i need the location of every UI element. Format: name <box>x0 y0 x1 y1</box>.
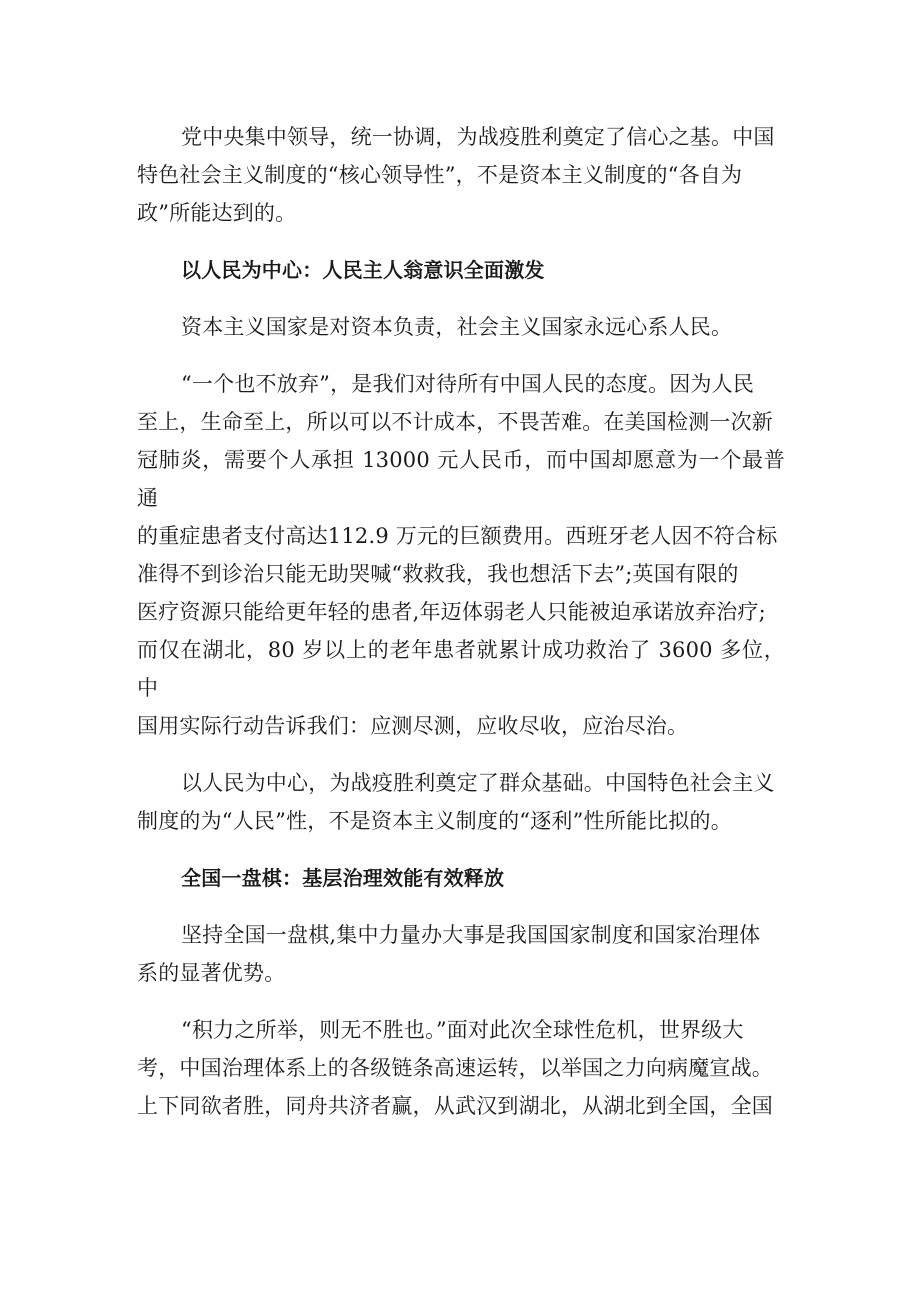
paragraph-joint-effort: “积力之所举，则无不胜也。”面对此次全球性危机，世界级大 考，中国治理体系上的各级链条高速运转，以举国之力向病魔宣战。 上下同欲者胜，同舟共济者赢，从武汉到湖北，从湖北到全国，全国 <box>137 1018 773 1118</box>
paragraph-gap <box>137 992 785 1011</box>
paragraph-gap <box>137 289 785 308</box>
paragraph-gap <box>137 897 785 916</box>
paragraph-capital-vs-people: 资本主义国家是对资本负责，社会主义国家永远心系人民。 <box>181 315 733 339</box>
section-heading-people-centered: 以人民为中心：人民主人翁意识全面激发 <box>181 258 545 282</box>
paragraph-concentrated-strength: 坚持全国一盘棋,集中力量办大事是我国国家制度和国家治理体 系的显著优势。 <box>137 923 761 985</box>
paragraph-leadership: 党中央集中领导，统一协调，为战疫胜利奠定了信心之基。中国 特色社会主义制度的“核心领导性”，不是资本主义制度的“各自为 政”所能达到的。 <box>137 125 775 225</box>
paragraph-gap <box>137 232 785 251</box>
paragraph-gap <box>137 840 785 859</box>
paragraph-no-one-abandoned: “一个也不放弃”，是我们对待所有中国人民的态度。因为人民 至上，生命至上，所以可以不计成本，不畏苦难。在美国检测一次新 冠肺炎，需要个人承担 13000 元人民币，而中国却愿意为一个最普通 的重症患者支付高达112.9 万元的巨额费用。西班牙老人因不符合标 准得不到诊治只能无助哭喊“救救我，我也想活下去”;英国有限的 医疗资源只能给更年轻的患者,年迈体弱老人只能被迫承诺放弃治疗; 而仅在湖北，80 岁以上的老年患者就累计成功救治了 3600 多位，中 国用实际行动告诉我们：应测尽测，应收尽收，应治尽治。 <box>137 372 785 738</box>
document-page <box>137 118 785 1125</box>
paragraph-gap <box>137 745 785 764</box>
paragraph-gap <box>137 346 785 365</box>
section-heading-whole-nation: 全国一盘棋：基层治理效能有效释放 <box>181 866 505 890</box>
paragraph-mass-foundation: 以人民为中心，为战疫胜利奠定了群众基础。中国特色社会主义 制度的为“人民”性，不是资本主义制度的“逐利”性所能比拟的。 <box>137 771 775 833</box>
